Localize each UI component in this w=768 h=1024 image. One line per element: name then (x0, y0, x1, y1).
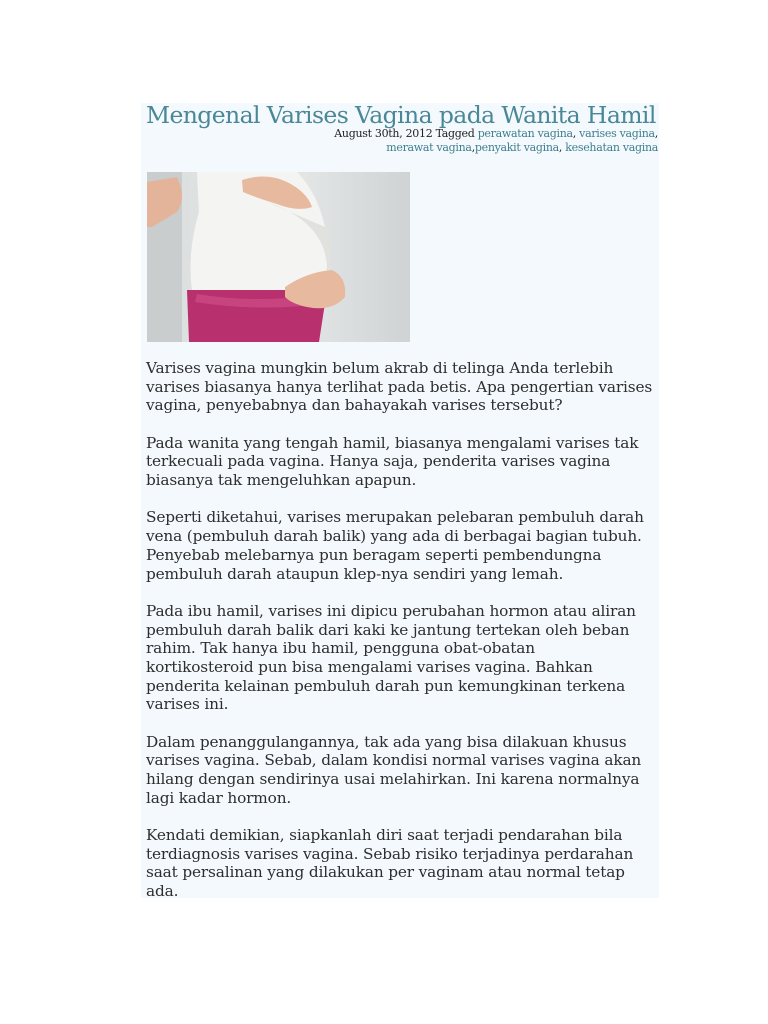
post-date: August 30th, 2012 (334, 127, 433, 140)
paragraph: Pada wanita yang tengah hamil, biasanya mengalami varises tak terkecuali pada vagina. Hanya saja, penderita varises vagina biasanya tak mengeluhkan apapun. (146, 433, 639, 490)
article-title: Mengenal Varises Vagina pada Wanita Hamil (146, 101, 656, 129)
tag-link[interactable]: kesehatan vagina (565, 141, 658, 154)
tag-link[interactable]: perawatan vagina (477, 127, 573, 140)
tag-link[interactable]: penyakit vagina (474, 141, 559, 154)
paragraph: Varises vagina mungkin belum akrab di telinga Anda terlebih varises biasanya hanya terlihat pada betis. Apa pengertian varises vagina, penyebabnya dan bahayakah varises tersebut? (146, 359, 653, 415)
paragraph: Seperti diketahui, varises merupakan pelebaran pembuluh darah vena (pembuluh darah balik) yang ada di berbagai bagian tubuh. Penyebab melebarnya pun beragam seperti pembendungna pembuluh darah ataupun klep-nya sendiri yang lemah. (146, 508, 644, 583)
paragraph: Kendati demikian, siapkanlah diri saat terjadi pendarahan bila terdiagnosis varises vagina. Sebab risiko terjadinya perdarahan saat persalinan yang dilakukan per vaginam atau normal tetap ada. (146, 826, 634, 901)
article-body (146, 359, 666, 919)
tagged-label: Tagged (435, 127, 475, 140)
tag-link[interactable]: merawat vagina (386, 141, 472, 154)
article-meta: August 30th, 2012 Tagged perawatan vagina, varises vagina, merawat vagina,penyakit vagina, kesehatan vagina (334, 127, 658, 154)
pregnant-woman-photo (147, 172, 410, 342)
paragraph: Dalam penanggulangannya, tak ada yang bisa dilakuan khusus varises vagina. Sebab, dalam kondisi normal varises vagina akan hilang dengan sendirinya usai melahirkan. Ini karena normalnya lagi kadar hormon. (146, 732, 642, 807)
tag-link[interactable]: varises vagina (579, 127, 655, 140)
paragraph: Pada ibu hamil, varises ini dipicu perubahan hormon atau aliran pembuluh darah balik dari kaki ke jantung tertekan oleh beban rahim. Tak hanya ibu hamil, pengguna obat-obatan kortikosteroid pun bisa mengalami varises vagina. Bahkan penderita kelainan pembuluh darah pun kemungkinan terkena varises ini. (146, 601, 636, 714)
